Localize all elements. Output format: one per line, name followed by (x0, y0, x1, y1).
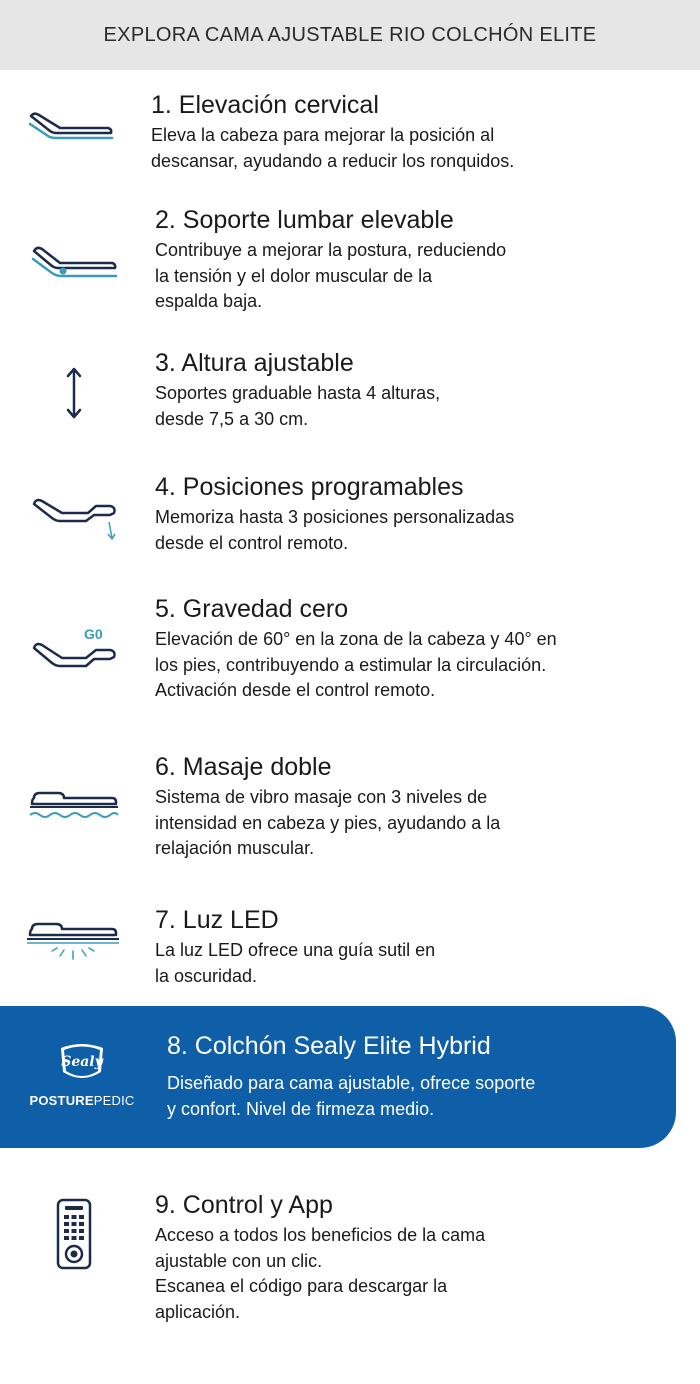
feature-title: 3. Altura ajustable (155, 349, 354, 377)
zero-gravity-icon (30, 626, 122, 676)
feature-title: 4. Posiciones programables (155, 473, 464, 501)
feature-item (0, 205, 700, 320)
feature-description: Sistema de vibro masaje con 3 niveles de intensidad en cabeza y pies, ayudando a la relajación muscular. (155, 787, 501, 858)
led-light-icon (24, 917, 122, 963)
feature-title: 9. Control y App (155, 1191, 333, 1219)
feature-item (0, 1190, 700, 1330)
feature-description: Elevación de 60° en la zona de la cabeza y 40° en los pies, contribuyendo a estimular la circulación. Activación desde el control remoto. (155, 629, 557, 700)
feature-item (0, 90, 700, 185)
feature-item (0, 348, 700, 438)
feature-item (0, 472, 700, 567)
feature-item (0, 594, 700, 709)
page-header (0, 0, 700, 70)
double-massage-icon (28, 788, 120, 822)
feature-description: Diseñado para cama ajustable, ofrece soporte y confort. Nivel de firmeza medio. (167, 1073, 536, 1119)
feature-title: 5. Gravedad cero (155, 595, 349, 623)
feature-description: Eleva la cabeza para mejorar la posición al descansar, ayudando a reducir los ronquidos. (151, 125, 515, 171)
feature-title: 7. Luz LED (155, 906, 279, 934)
feature-title: 8. Colchón Sealy Elite Hybrid (167, 1032, 491, 1060)
programmable-positions-icon (30, 494, 122, 546)
feature-title: 6. Masaje doble (155, 753, 332, 781)
zero-gravity-label: G0 (84, 626, 103, 642)
feature-description: Contribuye a mejorar la postura, reduciendo la tensión y el dolor muscular de la espalda baja. (155, 240, 507, 311)
vertical-arrows-icon (62, 366, 86, 420)
feature-item (0, 905, 700, 995)
page-title: EXPLORA CAMA AJUSTABLE RIO COLCHÓN ELITE (103, 23, 597, 46)
feature-item (0, 752, 700, 867)
feature-description: Acceso a todos los beneficios de la cama ajustable con un clic. Escanea el código para descargar la aplicación. (155, 1225, 486, 1322)
cervical-elevation-icon (26, 110, 116, 144)
sealy-logo-icon (55, 1040, 109, 1084)
feature-title: 2. Soporte lumbar elevable (155, 206, 454, 234)
lumbar-support-icon (30, 243, 120, 283)
brand-logo (18, 1040, 146, 1108)
svg-text:Sealy: Sealy (61, 1054, 103, 1070)
feature-description: Memoriza hasta 3 posiciones personalizadas desde el control remoto. (155, 507, 515, 553)
remote-control-icon (56, 1198, 92, 1270)
feature-title: 1. Elevación cervical (151, 91, 379, 119)
feature-description: Soportes graduable hasta 4 alturas, desde 7,5 a 30 cm. (155, 383, 441, 429)
feature-description: La luz LED ofrece una guía sutil en la oscuridad. (155, 940, 436, 986)
featured-mattress-card (0, 1006, 676, 1148)
brand-wordmark: POSTUREPEDIC (29, 1093, 135, 1108)
